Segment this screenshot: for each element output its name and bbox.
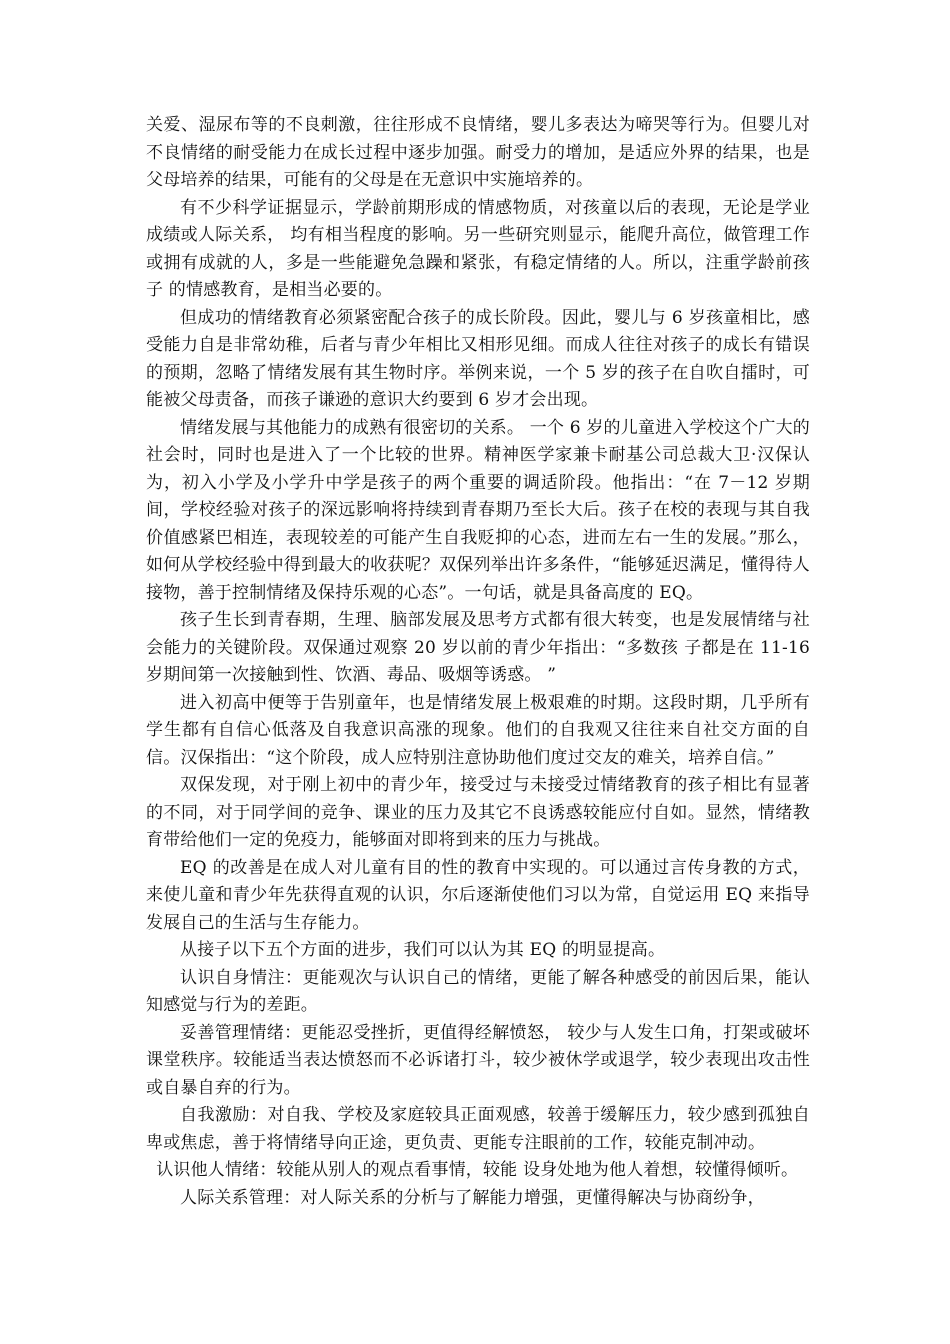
paragraph: 自我激励：对自我、学校及家庭较具正面观感，较善于缓解压力，较少感到孤独自卑或焦虑，善于将情绪导向正途，更负责、更能专注眼前的工作，较能克制冲动。 bbox=[146, 1105, 810, 1153]
body-text bbox=[146, 112, 810, 1212]
paragraph: 妥善管理情绪：更能忍受挫折，更值得经解愤怒， 较少与人发生口角，打架或破坏课堂秩序。较能适当表达愤怒而不必诉诸打斗，较少被休学或退学，较少表现出攻击性或自暴自弃的行为。 bbox=[146, 1022, 810, 1098]
paragraph: 双保发现，对于刚上初中的青少年，接受过与未接受过情绪教育的孩子相比有显著的不同，对于同学间的竞争、课业的压力及其它不良诱惑较能应付自如。显然，情绪教育带给他们一定的免疫力，能够面对即将到来的压力与挑战。 bbox=[146, 775, 810, 850]
paragraph: 认识他人情绪：较能从别人的观点看事情，较能 设身处地为他人着想，较懂得倾听。 bbox=[156, 1160, 799, 1180]
paragraph: 孩子生长到青春期，生理、脑部发展及思考方式都有很大转变，也是发展情绪与社会能力的关键阶段。双保通过观察 20 岁以前的青少年指出：“多数孩 子都是在 11-16 岁期间第一次接触到性、饮酒、毒品、吸烟等诱惑。 ” bbox=[146, 610, 810, 685]
paragraph: EQ 的改善是在成人对儿童有目的性的教育中实现的。可以通过言传身教的方式，来使儿童和青少年先获得直观的认识，尔后逐渐使他们习以为常，自觉运用 EQ 来指导发展自己的生活与生存能力。 bbox=[146, 857, 810, 933]
paragraph: 情绪发展与其他能力的成熟有很密切的关系。 一个 6 岁的儿童进入学校这个广大的社会时，同时也是进入了一个比较的世界。精神医学家兼卡耐基公司总裁大卫·汉保认为，初入小学及小学升中学是孩子的两个重要的调适阶段。他指出：“在 7－12 岁期间，学校经验对孩子的深远影响将持续到青春期乃至长大后。孩子在校的表现与其自我价值感紧巴相连，表现较差的可能产生自我贬抑的心态，进而左右一生的发展。”那么，如何从学校经验中得到最大的收获呢？双保列举出许多条件，“能够延迟满足，懂得待人接物，善于控制情绪及保持乐观的心态”。一句话，就是具备高度的 EQ。 bbox=[146, 417, 810, 603]
paragraph: 进入初高中便等于告别童年，也是情绪发展上极艰难的时期。这段时期，几乎所有学生都有自信心低落及自我意识高涨的现象。他们的自我观又往往来自社交方面的自信。汉保指出：“这个阶段，成人应特别注意协助他们度过交友的难关，培养自信。” bbox=[146, 692, 810, 768]
paragraph: 关爱、湿尿布等的不良刺激，往往形成不良情绪，婴儿多表达为啼哭等行为。但婴儿对不良情绪的耐受能力在成长过程中逐步加强。耐受力的增加，是适应外界的结果，也是父母培养的结果，可能有的父母是在无意识中实施培养的。 bbox=[146, 115, 810, 190]
paragraph: 从接子以下五个方面的进步，我们可以认为其 EQ 的明显提高。 bbox=[180, 940, 666, 960]
paragraph: 人际关系管理：对人际关系的分析与了解能力增强，更懂得解决与协商纷争， bbox=[180, 1187, 765, 1208]
paragraph: 认识自身情注：更能观次与认识自己的情绪，更能了解各种感受的前因后果，能认知感觉与行为的差距。 bbox=[146, 967, 810, 1015]
paragraph: 但成功的情绪教育必须紧密配合孩子的成长阶段。因此，婴儿与 6 岁孩童相比，感受能力自是非常幼稚，后者与青少年相比又相形见细。而成人往往对孩子的成长有错误的预期，忽略了情绪发展有其生物时序。举例来说，一个 5 岁的孩子在自吹自擂时，可能被父母责备，而孩子谦逊的意识大约要到 6 岁才会出现。 bbox=[146, 307, 810, 410]
paragraph: 有不少科学证据显示，学龄前期形成的情感物质，对孩童以后的表现，无论是学业成绩或人际关系， 均有相当程度的影响。另一些研究则显示，能爬升高位，做管理工作或拥有成就的人，多是一些能避免急躁和紧张，有稳定情绪的人。所以，注重学龄前孩子 的情感教育，是相当必要的。 bbox=[146, 197, 810, 300]
